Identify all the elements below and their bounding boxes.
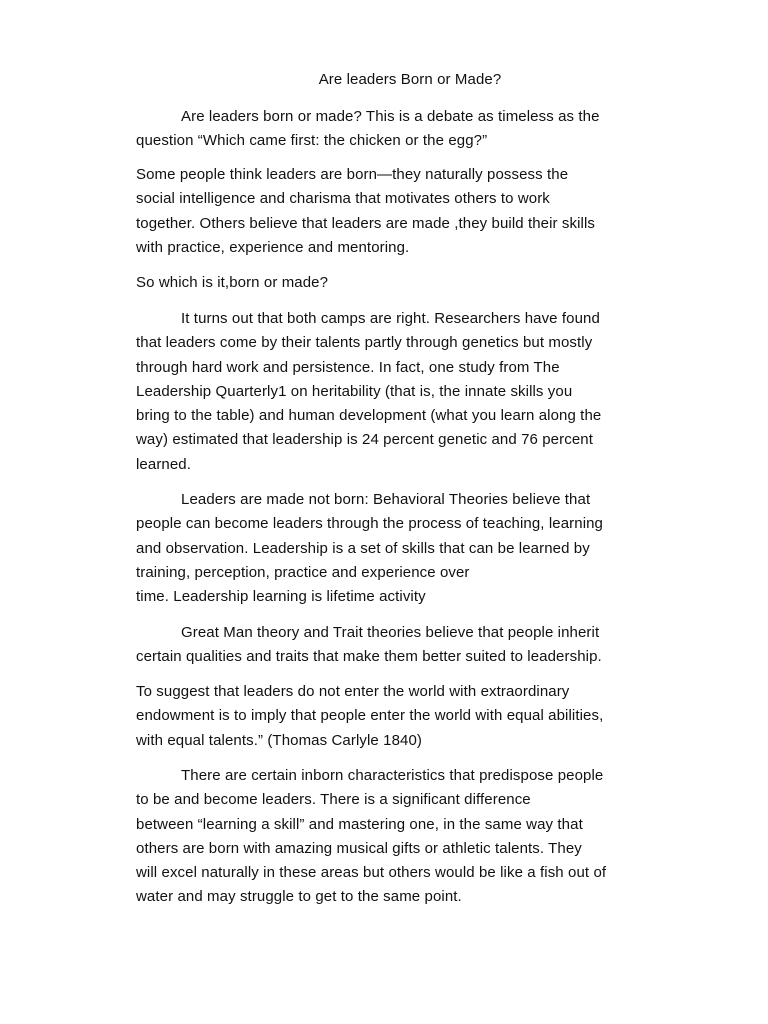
paragraph-line: training, perception, practice and experience over (136, 563, 470, 581)
paragraph-intro (136, 105, 696, 154)
paragraph-line: social intelligence and charisma that motivates others to work (136, 190, 550, 208)
paragraph-line: It turns out that both camps are right. Researchers have found (181, 310, 600, 327)
paragraph-line: will excel naturally in these areas but others would be like a fish out of (136, 864, 607, 882)
paragraph-line: others are born with amazing musical gifts or athletic talents. They (136, 839, 582, 857)
paragraph-research (136, 307, 696, 477)
paragraph-line: question “Which came first: the chicken or the egg?” (136, 132, 488, 150)
paragraph-line: There are certain inborn characteristics that predispose people (181, 767, 604, 784)
paragraph-line: and observation. Leadership is a set of skills that can be learned by (136, 539, 590, 557)
paragraph-line: Some people think leaders are born—they naturally possess the (136, 166, 569, 183)
paragraph-question (136, 271, 696, 295)
paragraph-line: between “learning a skill” and mastering one, in the same way that (136, 815, 583, 833)
paragraph-line: through hard work and persistence. In fact, one study from The (136, 358, 560, 376)
paragraph-behavioral-theories (136, 488, 696, 609)
paragraph-inborn-characteristics (136, 764, 696, 910)
paragraph-line: Are leaders born or made? This is a debate as timeless as the (181, 108, 600, 125)
paragraph-line: To suggest that leaders do not enter the world with extraordinary (136, 683, 570, 700)
paragraph-line: certain qualities and traits that make them better suited to leadership. (136, 648, 602, 666)
paragraph-line: with practice, experience and mentoring. (136, 238, 410, 256)
paragraph-carlyle-quote (136, 680, 696, 753)
paragraph-line: together. Others believe that leaders are made ,they build their skills (136, 214, 596, 232)
paragraph-great-man-theory (136, 621, 696, 670)
paragraph-line: with equal talents.” (Thomas Carlyle 1840) (136, 731, 422, 749)
paragraph-line: that leaders come by their talents partly through genetics but mostly (136, 334, 593, 352)
paragraph-line: time. Leadership learning is lifetime activity (136, 588, 426, 606)
paragraph-born-or-made (136, 163, 696, 260)
paragraph-line: Leadership Quarterly1 on heritability (that is, the innate skills you (136, 382, 573, 400)
paragraph-line: So which is it,born or made? (136, 274, 329, 291)
paragraph-line: to be and become leaders. There is a significant difference (136, 791, 531, 809)
document-title: Are leaders Born or Made? (318, 71, 502, 88)
paragraph-line: way) estimated that leadership is 24 percent genetic and 76 percent (136, 431, 593, 449)
paragraph-line: people can become leaders through the process of teaching, learning (136, 515, 604, 533)
paragraph-line: endowment is to imply that people enter the world with equal abilities, (136, 707, 604, 725)
paragraph-line: water and may struggle to get to the same point. (136, 888, 462, 906)
paragraph-line: bring to the table) and human development (what you learn along the (136, 407, 602, 425)
paragraph-line: learned. (136, 455, 192, 473)
paragraph-line: Leaders are made not born: Behavioral Theories believe that (181, 491, 591, 508)
paragraph-line: Great Man theory and Trait theories believe that people inherit (181, 624, 600, 641)
